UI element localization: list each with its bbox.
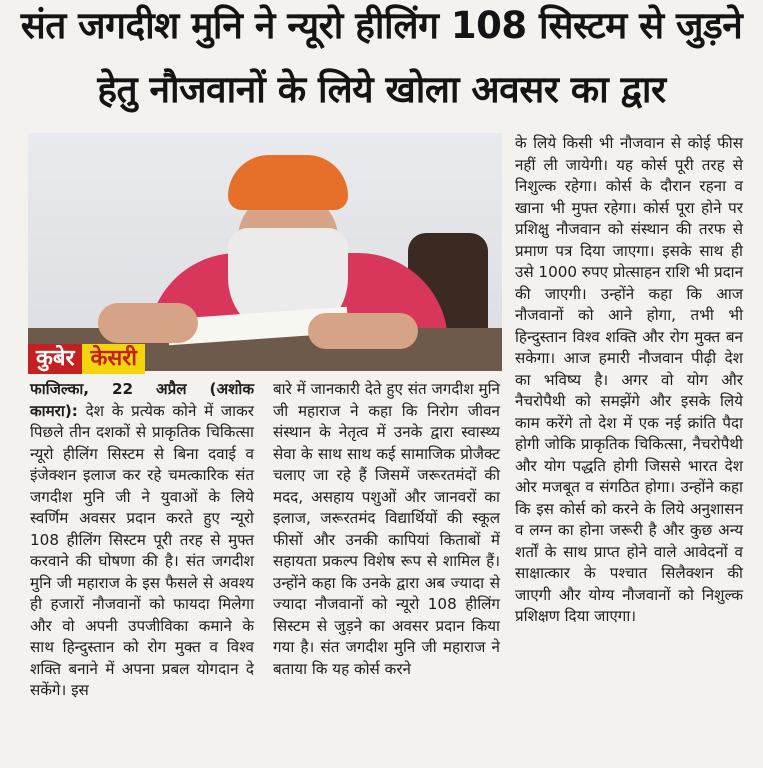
article-column-1 xyxy=(30,379,254,702)
article-column-3 xyxy=(515,133,743,628)
photo-credit xyxy=(28,344,145,374)
dateline: फाजिल्का, 22 अप्रैल (अशोक कामरा): xyxy=(30,380,254,420)
photo-arm-left xyxy=(98,303,198,343)
headline-line-1: संत जगदीश मुनि ने न्यूरो हीलिंग 108 सिस्टम से जुड़ने xyxy=(20,4,743,47)
photo-turban xyxy=(228,155,348,210)
article-column-2 xyxy=(273,379,500,680)
article-col2-text: बारे में जानकारी देते हुए संत जगदीश मुनि जी महाराज ने कहा कि निरोग जीवन संस्थान के नेतृत्व में उनके द्वारा स्वास्थ्य सेवा के साथ साथ कई सामाजिक प्रोजैक्ट चलाए जा रहे हैं जिसमें जरूरतमंदों की मदद, असहाय पशुओं और जानवरों का इलाज, जरूरतमंद विद्यार्थियों की स्कूल फीसों और उनकी कापियां किताबों में सहायता प्रकल्प विशेष रूप से शामिल हैं। उन्होंने कहा कि उनके द्वारा अब ज्यादा से ज्यादा नौजवानों को न्यूरो 108 हीलिंग सिस्टम से जुड़ने का अवसर प्रदान किया गया है। संत जगदीश मुनि जी महाराज ने बताया कि यह कोर्स करने xyxy=(273,380,500,678)
news-photo xyxy=(28,133,502,371)
photo-credit-name: कुबेर xyxy=(28,344,82,374)
article-col3-text: के लिये किसी भी नौजवान से कोई फीस नहीं ली जायेगी। यह कोर्स पूरी तरह से निशुल्क रहेगा। कोर्स के दौरान रहना व खाना भी मुफ्त रहेगा। कोर्स पूरा होने पर प्रशिक्षु नौजवान को संस्थान की तरफ से प्रमाण पत्र दिया जाएगा। इसके साथ ही उसे 1000 रुपए प्रोत्साहन राशि भी प्रदान की जाएगी। उन्होंने कहा कि आज नौजवानों को आने होगा, तभी भी हिन्दुस्तान विश्व शक्ति और रोग मुक्त बन सकेगा। आज हमारी नौजवान पीढ़ी देश का भविष्य है। अगर वो योग और नैचरोपैथी को समझेंगे और इसके लिये काम करेंगे तो देश में एक नई क्रांति पैदा होगी जोकि प्राकृतिक चिकित्सा, नैचरोपैथी और योग पद्धति होगी जिससे भारत देश ओर मजबूत व संगठित होगा। उन्होंने कहा कि इस कोर्स को करने के लिये अनुशासन व लग्न का होना जरूरी है और कुछ अन्य शर्तों के साथ प्राप्त होने वाले आवेदनों व साक्षात्कार के पश्चात सिलैक्शन की जाएगी और योग्य नौजवानों को निशुल्क प्रशिक्षण दिया जाएगा। xyxy=(515,134,744,625)
headline-line-2: हेतु नौजवानों के लिये खोला अवसर का द्वार xyxy=(97,68,666,111)
photo-arm-right xyxy=(308,313,418,349)
article-col1-text: देश के प्रत्येक कोने में जाकर पिछले तीन दशकों से प्राकृतिक चिकित्सा न्यूरो हीलिंग सिस्टम से बिना दवाई व इंजेक्शन इलाज कर रहे चमत्कारिक संत जगदीश मुनि जी ने युवाओं के लिये स्वर्णिम अवसर प्रदान करते हुए न्यूरो 108 हीलिंग सिस्टम पूरी तरह से मुफ्त करवाने की घोषणा की है। संत जगदीश मुनि जी महाराज के इस फैसले से अवश्य ही हजारों नौजवानों को फायदा मिलेगा और वो अपनी उपजीविका कमाने के साथ हिन्दुस्तान को रोग मुक्त व विश्व शक्ति बनाने में अपना प्रबल योगदान दे सकेंगे। इस xyxy=(30,401,254,699)
photo-credit-surname: केसरी xyxy=(82,344,144,374)
